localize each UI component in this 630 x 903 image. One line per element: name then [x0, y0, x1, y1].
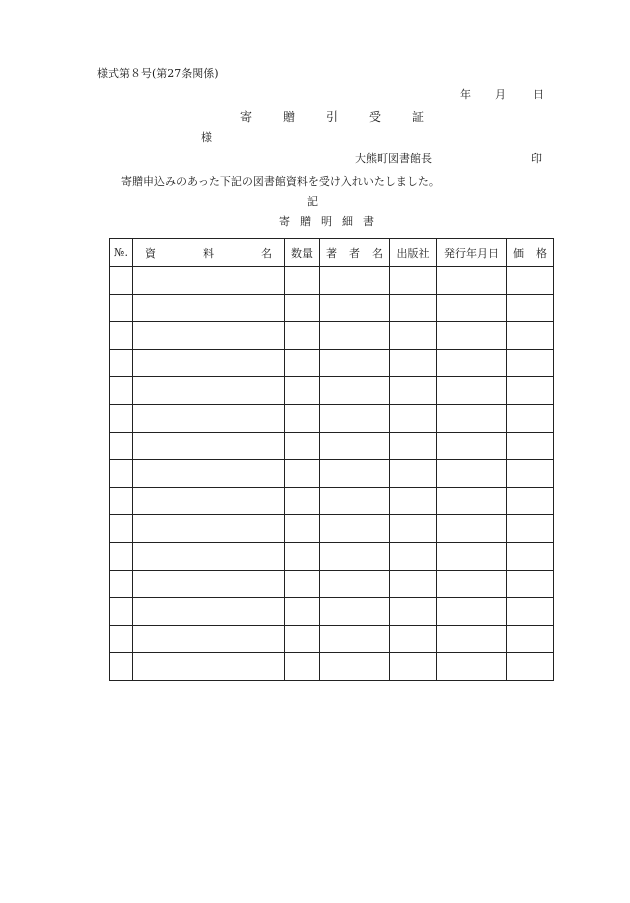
ki-mark: 記	[307, 195, 318, 208]
cell-material-name[interactable]	[133, 322, 285, 350]
cell-no[interactable]	[110, 542, 133, 570]
cell-publisher[interactable]	[390, 487, 437, 515]
cell-publisher[interactable]	[390, 432, 437, 460]
date-day-label: 日	[533, 88, 544, 101]
title-char: 寄	[240, 110, 253, 124]
date-year-label: 年	[460, 88, 471, 101]
cell-price[interactable]	[507, 570, 554, 598]
cell-quantity[interactable]	[285, 294, 320, 322]
cell-price[interactable]	[507, 487, 554, 515]
table-row	[110, 542, 554, 570]
cell-price[interactable]	[507, 404, 554, 432]
col-header-char: 価	[513, 246, 524, 260]
cell-quantity[interactable]	[285, 377, 320, 405]
col-header-char: 資	[145, 246, 156, 260]
cell-no[interactable]	[110, 322, 133, 350]
cell-author[interactable]	[320, 570, 390, 598]
cell-author[interactable]	[320, 515, 390, 543]
cell-no[interactable]	[110, 570, 133, 598]
cell-no[interactable]	[110, 404, 133, 432]
cell-no[interactable]	[110, 432, 133, 460]
cell-quantity[interactable]	[285, 267, 320, 295]
table-row	[110, 487, 554, 515]
cell-publisher[interactable]	[390, 515, 437, 543]
cell-publish-date[interactable]	[437, 404, 507, 432]
cell-publish-date[interactable]	[437, 598, 507, 626]
cell-publisher[interactable]	[390, 653, 437, 681]
cell-publish-date[interactable]	[437, 570, 507, 598]
cell-publish-date[interactable]	[437, 349, 507, 377]
detail-title-char: 寄	[279, 215, 290, 228]
col-header-no: №.	[110, 239, 133, 267]
cell-quantity[interactable]	[285, 598, 320, 626]
table-header-row	[110, 239, 554, 267]
cell-publisher[interactable]	[390, 404, 437, 432]
issuer-name: 大熊町図書館長	[355, 152, 432, 165]
detail-title-char: 贈	[300, 215, 311, 228]
cell-publisher[interactable]	[390, 598, 437, 626]
cell-material-name[interactable]	[133, 267, 285, 295]
date-month-label: 月	[495, 88, 506, 101]
cell-publish-date[interactable]	[437, 432, 507, 460]
cell-no[interactable]	[110, 377, 133, 405]
col-header-price	[507, 239, 554, 267]
cell-author[interactable]	[320, 267, 390, 295]
cell-publish-date[interactable]	[437, 267, 507, 295]
cell-no[interactable]	[110, 460, 133, 488]
cell-publish-date[interactable]	[437, 487, 507, 515]
col-header-char: 料	[203, 246, 214, 260]
cell-quantity[interactable]	[285, 404, 320, 432]
cell-author[interactable]	[320, 598, 390, 626]
cell-material-name[interactable]	[133, 625, 285, 653]
cell-publish-date[interactable]	[437, 653, 507, 681]
cell-quantity[interactable]	[285, 460, 320, 488]
cell-no[interactable]	[110, 267, 133, 295]
cell-material-name[interactable]	[133, 598, 285, 626]
cell-material-name[interactable]	[133, 294, 285, 322]
cell-no[interactable]	[110, 598, 133, 626]
cell-author[interactable]	[320, 625, 390, 653]
table-row	[110, 322, 554, 350]
table-row	[110, 598, 554, 626]
table-body	[110, 267, 554, 681]
cell-material-name[interactable]	[133, 515, 285, 543]
col-header-publisher: 出版社	[390, 239, 437, 267]
col-header-material-name	[133, 239, 285, 267]
cell-author[interactable]	[320, 432, 390, 460]
cell-publish-date[interactable]	[437, 377, 507, 405]
cell-publish-date[interactable]	[437, 625, 507, 653]
cell-publish-date[interactable]	[437, 294, 507, 322]
col-header-quantity: 数量	[285, 239, 320, 267]
table-row	[110, 432, 554, 460]
detail-title-char: 明	[321, 215, 332, 228]
cell-author[interactable]	[320, 349, 390, 377]
cell-quantity[interactable]	[285, 625, 320, 653]
detail-title	[279, 215, 374, 229]
date-line	[460, 88, 544, 102]
cell-material-name[interactable]	[133, 460, 285, 488]
cell-material-name[interactable]	[133, 432, 285, 460]
cell-author[interactable]	[320, 460, 390, 488]
col-header-publish-date: 発行年月日	[437, 239, 507, 267]
table-row	[110, 570, 554, 598]
body-text: 寄贈申込みのあった下記の図書館資料を受け入れいたしました。	[121, 175, 440, 188]
cell-publisher[interactable]	[390, 377, 437, 405]
col-header-char: 格	[536, 246, 547, 260]
cell-price[interactable]	[507, 460, 554, 488]
table-row	[110, 377, 554, 405]
title-char: 贈	[283, 110, 296, 124]
cell-publish-date[interactable]	[437, 322, 507, 350]
cell-publisher[interactable]	[390, 542, 437, 570]
cell-author[interactable]	[320, 487, 390, 515]
cell-price[interactable]	[507, 653, 554, 681]
cell-publisher[interactable]	[390, 460, 437, 488]
cell-quantity[interactable]	[285, 487, 320, 515]
table-row	[110, 653, 554, 681]
cell-material-name[interactable]	[133, 542, 285, 570]
title-char: 受	[369, 110, 382, 124]
title-char: 引	[326, 110, 339, 124]
donation-detail-table	[109, 238, 554, 681]
cell-no[interactable]	[110, 515, 133, 543]
cell-price[interactable]	[507, 377, 554, 405]
cell-material-name[interactable]	[133, 653, 285, 681]
detail-title-char: 細	[342, 215, 353, 228]
cell-material-name[interactable]	[133, 570, 285, 598]
cell-author[interactable]	[320, 653, 390, 681]
col-header-char: 著	[326, 246, 337, 260]
cell-material-name[interactable]	[133, 377, 285, 405]
cell-author[interactable]	[320, 377, 390, 405]
col-header-char: 者	[349, 246, 360, 260]
document-title	[240, 110, 424, 124]
cell-author[interactable]	[320, 404, 390, 432]
cell-quantity[interactable]	[285, 570, 320, 598]
cell-publish-date[interactable]	[437, 515, 507, 543]
cell-price[interactable]	[507, 432, 554, 460]
col-header-char: 名	[261, 246, 272, 260]
cell-publisher[interactable]	[390, 294, 437, 322]
cell-no[interactable]	[110, 487, 133, 515]
table-row	[110, 267, 554, 295]
cell-price[interactable]	[507, 598, 554, 626]
form-number: 様式第８号(第27条関係)	[97, 67, 219, 80]
cell-no[interactable]	[110, 349, 133, 377]
seal-mark: 印	[531, 152, 542, 165]
cell-price[interactable]	[507, 349, 554, 377]
table-row	[110, 625, 554, 653]
cell-publisher[interactable]	[390, 349, 437, 377]
cell-material-name[interactable]	[133, 487, 285, 515]
cell-material-name[interactable]	[133, 404, 285, 432]
title-char: 証	[412, 110, 425, 124]
cell-no[interactable]	[110, 653, 133, 681]
cell-publisher[interactable]	[390, 267, 437, 295]
cell-price[interactable]	[507, 322, 554, 350]
addressee-suffix: 様	[201, 131, 212, 144]
col-header-author	[320, 239, 390, 267]
cell-author[interactable]	[320, 542, 390, 570]
cell-publish-date[interactable]	[437, 542, 507, 570]
cell-quantity[interactable]	[285, 349, 320, 377]
cell-publisher[interactable]	[390, 570, 437, 598]
cell-quantity[interactable]	[285, 432, 320, 460]
cell-no[interactable]	[110, 625, 133, 653]
cell-quantity[interactable]	[285, 542, 320, 570]
cell-quantity[interactable]	[285, 515, 320, 543]
cell-quantity[interactable]	[285, 322, 320, 350]
cell-publisher[interactable]	[390, 625, 437, 653]
table-row	[110, 404, 554, 432]
cell-no[interactable]	[110, 294, 133, 322]
col-header-char: 名	[372, 246, 383, 260]
cell-material-name[interactable]	[133, 349, 285, 377]
table-row	[110, 460, 554, 488]
cell-author[interactable]	[320, 322, 390, 350]
cell-author[interactable]	[320, 294, 390, 322]
cell-publish-date[interactable]	[437, 460, 507, 488]
cell-price[interactable]	[507, 542, 554, 570]
cell-publisher[interactable]	[390, 322, 437, 350]
table-row	[110, 294, 554, 322]
cell-price[interactable]	[507, 267, 554, 295]
cell-price[interactable]	[507, 625, 554, 653]
cell-price[interactable]	[507, 515, 554, 543]
cell-price[interactable]	[507, 294, 554, 322]
cell-quantity[interactable]	[285, 653, 320, 681]
table-row	[110, 349, 554, 377]
detail-title-char: 書	[363, 215, 374, 228]
table-row	[110, 515, 554, 543]
